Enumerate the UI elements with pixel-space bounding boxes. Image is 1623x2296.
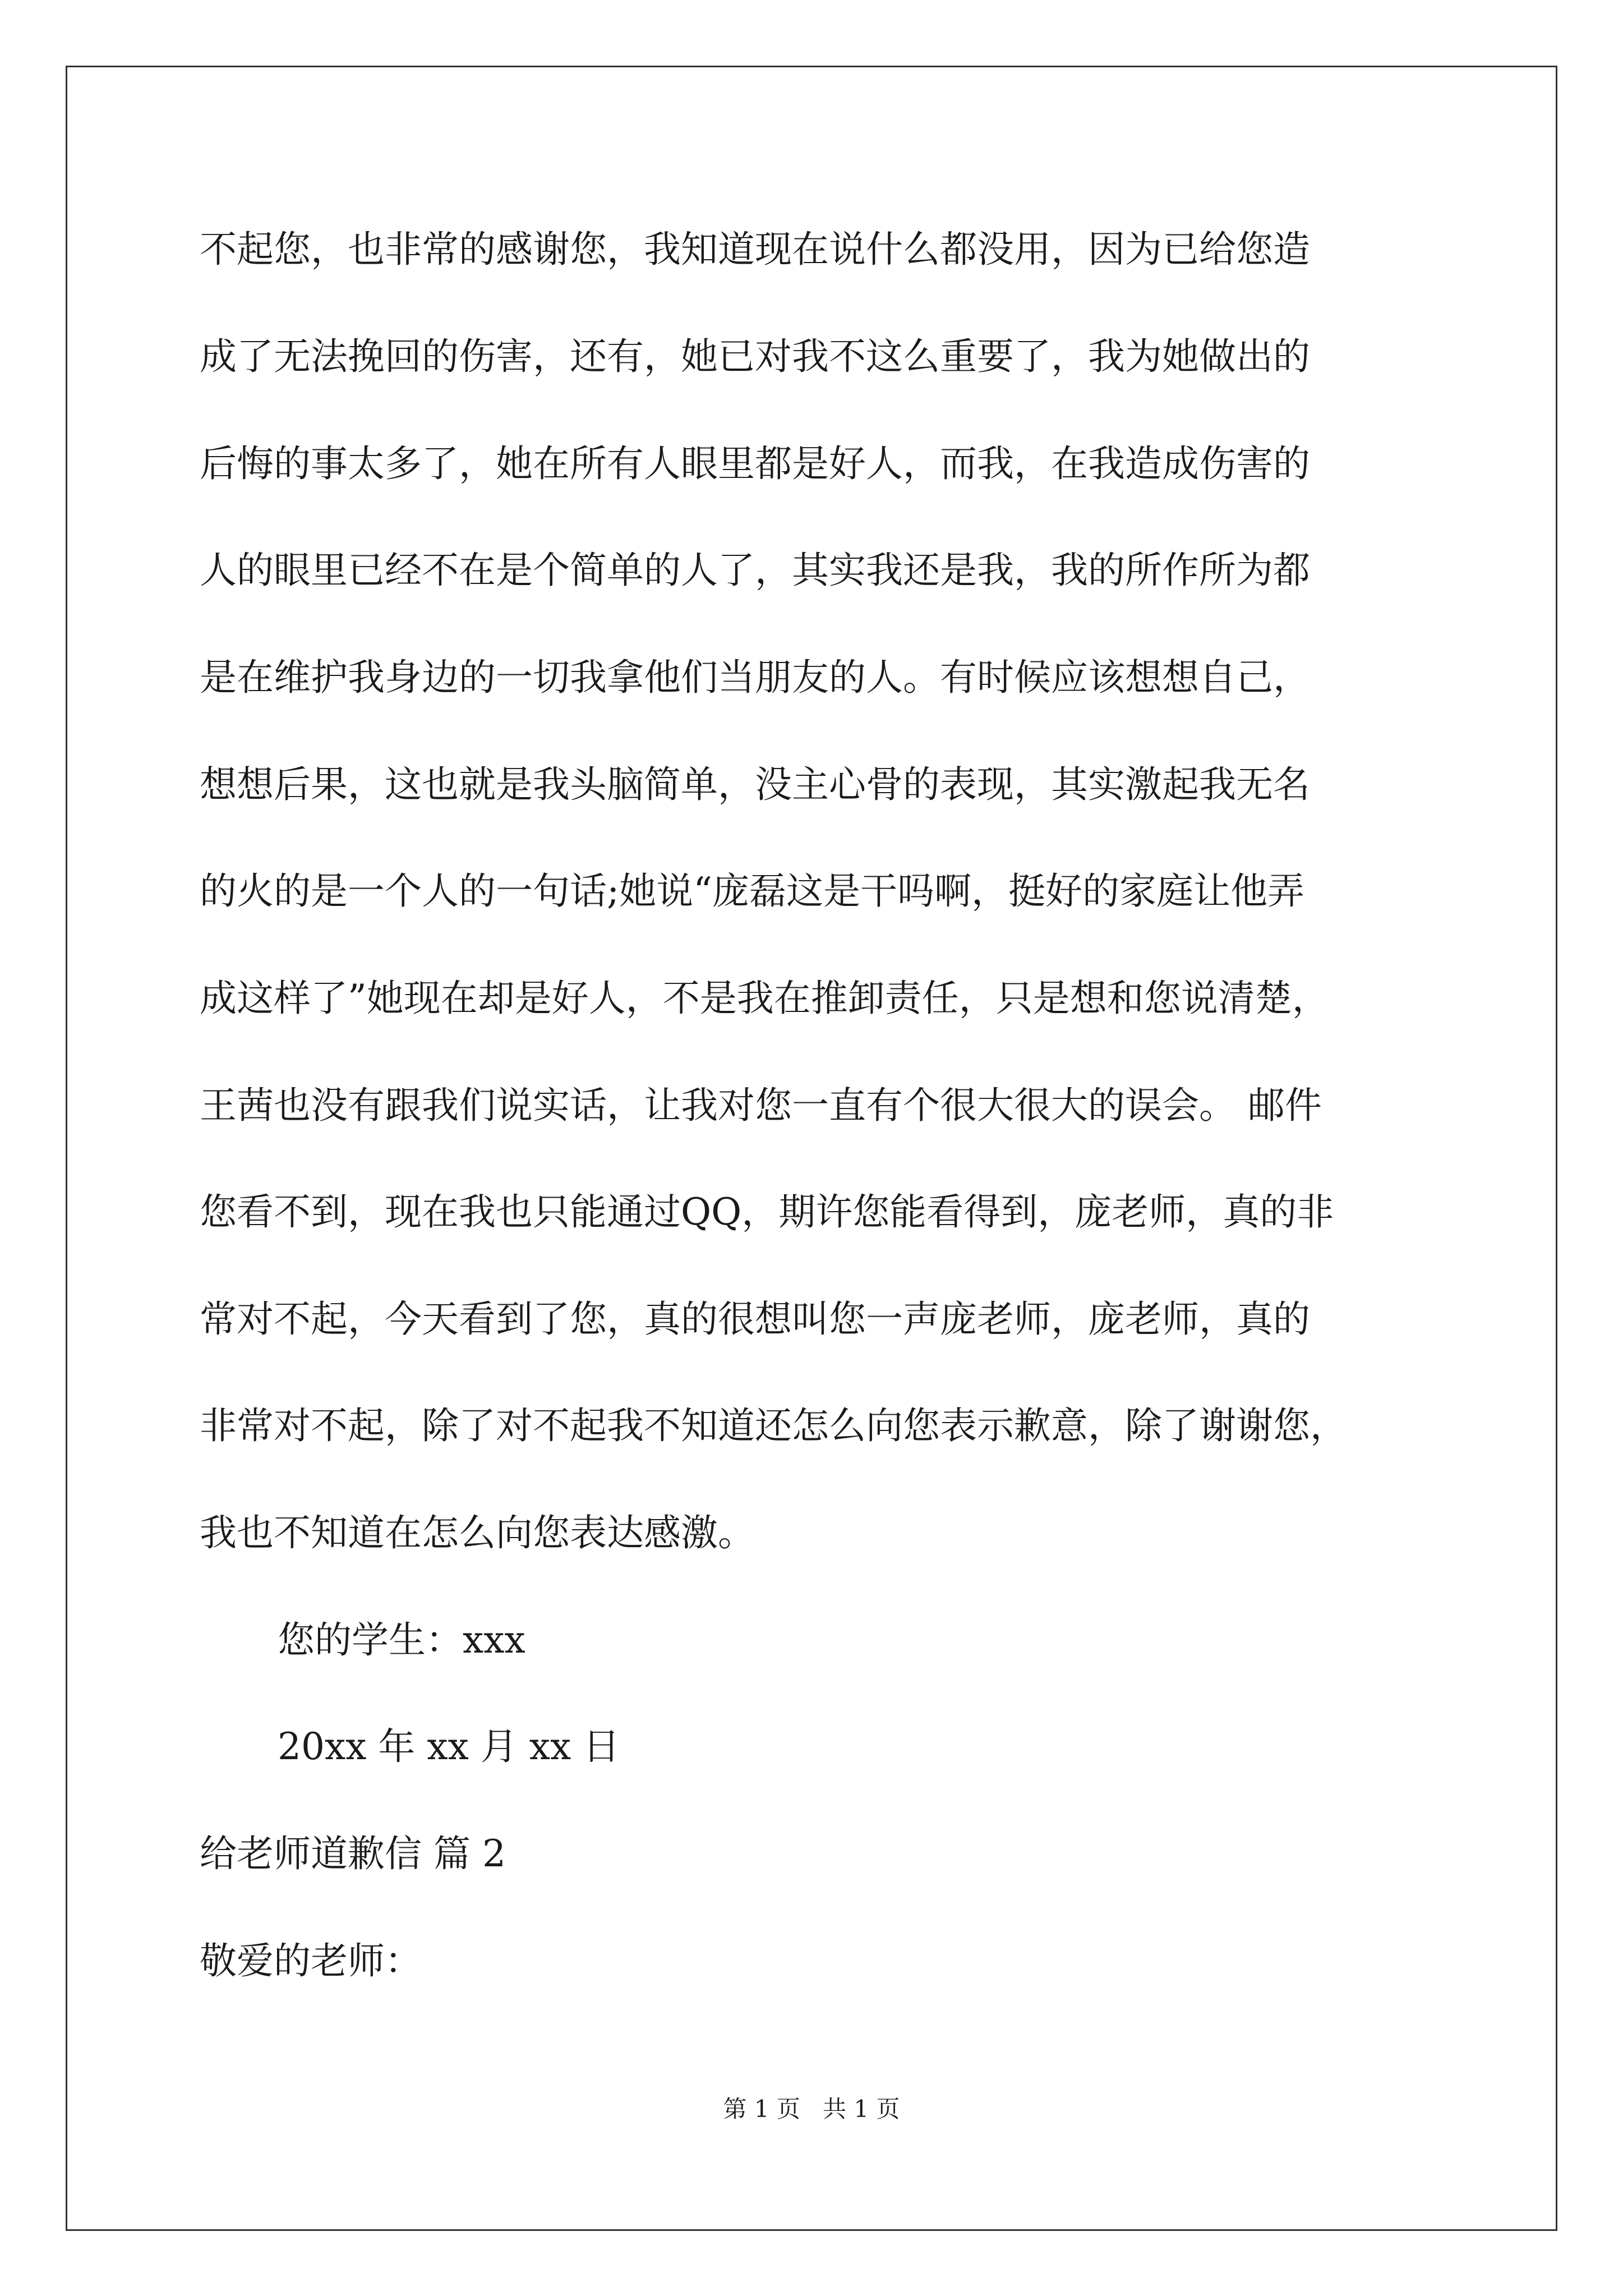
body-line-9: 王茜也没有跟我们说实话，让我对您一直有个很大很大的误会。 邮件 <box>200 1084 1322 1127</box>
signature: 您的学生：xxx <box>278 1618 525 1662</box>
body-line-10: 您看不到，现在我也只能通过QQ，期许您能看得到，庞老师，真的非 <box>200 1190 1334 1234</box>
salutation: 敬爱的老师： <box>200 1939 422 1982</box>
body-line-2: 成了无法挽回的伤害，还有，她已对我不这么重要了，我为她做出的 <box>200 335 1310 378</box>
body-line-7: 的火的是一个人的一句话;她说“庞磊这是干吗啊，挺好的家庭让他弄 <box>200 869 1304 913</box>
page-footer: 第 1 页 共 1 页 <box>723 2095 900 2123</box>
body-line-8: 成这样了”她现在却是好人，不是我在推卸责任，只是想和您说清楚， <box>200 977 1329 1020</box>
date: 20xx 年 xx 月 xx 日 <box>278 1725 620 1768</box>
body-line-11: 常对不起，今天看到了您，真的很想叫您一声庞老师，庞老师，真的 <box>200 1297 1310 1341</box>
body-line-3: 后悔的事太多了，她在所有人眼里都是好人，而我，在我造成伤害的 <box>200 442 1310 485</box>
body-line-6: 想想后果，这也就是我头脑简单，没主心骨的表现，其实激起我无名 <box>200 763 1310 806</box>
page-border <box>66 66 1557 2231</box>
body-line-12: 非常对不起，除了对不起我不知道还怎么向您表示歉意，除了谢谢您， <box>200 1404 1347 1447</box>
body-line-5: 是在维护我身边的一切我拿他们当朋友的人。有时候应该想想自己， <box>200 656 1310 699</box>
section-title: 给老师道歉信 篇 2 <box>200 1832 506 1875</box>
body-line-4: 人的眼里已经不在是个简单的人了，其实我还是我，我的所作所为都 <box>200 549 1310 592</box>
body-line-13: 我也不知道在怎么向您表达感激。 <box>200 1511 755 1554</box>
body-line-1: 不起您，也非常的感谢您，我知道现在说什么都没用，因为已给您造 <box>200 228 1310 271</box>
